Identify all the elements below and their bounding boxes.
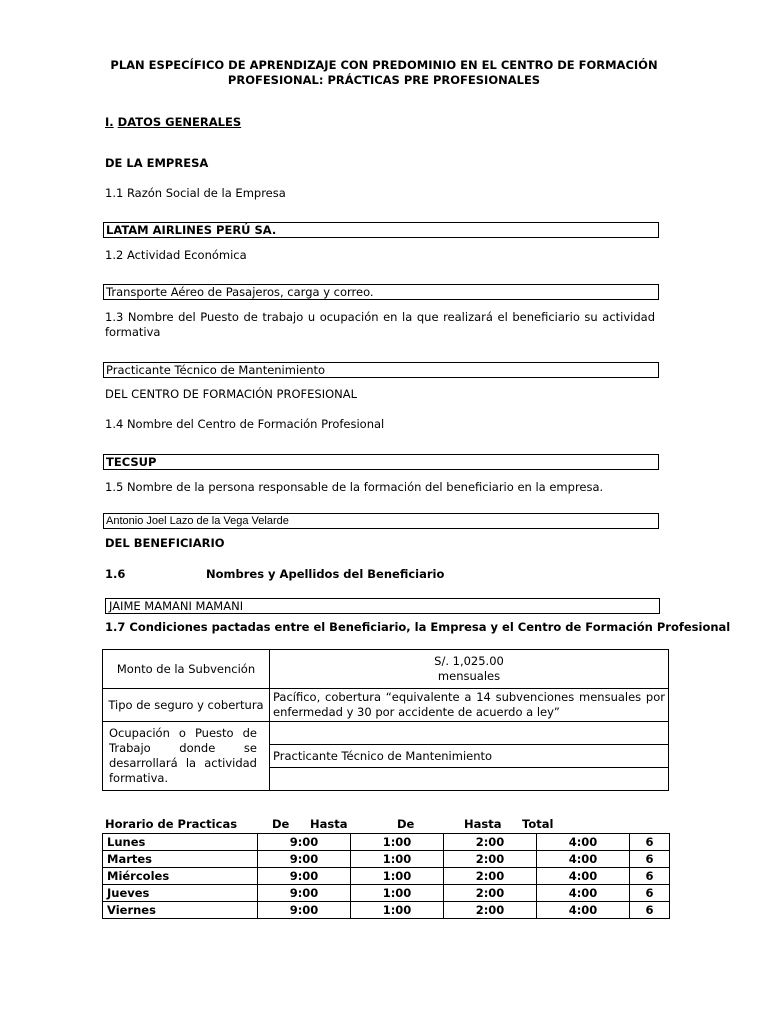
day-cell: Viernes <box>103 902 258 919</box>
monto-period: mensuales <box>437 669 501 683</box>
horario-table <box>102 833 670 919</box>
section-number: I. <box>105 115 114 129</box>
total-cell: 6 <box>630 868 670 885</box>
ocupacion-label: Ocupación o Puesto de Trabajo donde se desarrollará la actividad formativa. <box>103 722 270 791</box>
seguro-label: Tipo de seguro y cobertura <box>103 689 270 722</box>
time-cell: 4:00 <box>537 851 630 868</box>
time-cell: 1:00 <box>351 868 444 885</box>
time-cell: 1:00 <box>351 851 444 868</box>
time-cell: 1:00 <box>351 902 444 919</box>
total-cell: 6 <box>630 902 670 919</box>
ocupacion-blank-top <box>270 722 669 745</box>
day-cell: Lunes <box>103 834 258 851</box>
razon-social-label: 1.1 Razón Social de la Empresa <box>105 186 286 200</box>
centro-heading: DEL CENTRO DE FORMACIÓN PROFESIONAL <box>105 387 358 401</box>
razon-social-value: LATAM AIRLINES PERÚ SA. <box>103 222 659 238</box>
time-cell: 9:00 <box>258 851 351 868</box>
document-title <box>100 58 668 88</box>
time-cell: 4:00 <box>537 902 630 919</box>
ocupacion-blank-bottom <box>270 768 669 791</box>
section-heading <box>105 115 241 129</box>
horario-header-de-2: De <box>397 817 415 831</box>
time-cell: 2:00 <box>444 834 537 851</box>
total-cell: 6 <box>630 885 670 902</box>
horario-header-label: Horario de Practicas <box>105 817 238 831</box>
total-cell: 6 <box>630 851 670 868</box>
table-row <box>103 650 669 689</box>
horario-header-hasta-1: Hasta <box>310 817 348 831</box>
day-cell: Jueves <box>103 885 258 902</box>
title-line-1: PLAN ESPECÍFICO DE APRENDIZAJE CON PREDOMINIO EN EL CENTRO DE FORMACIÓN <box>110 58 658 72</box>
puesto-value: Practicante Técnico de Mantenimiento <box>103 362 659 378</box>
beneficiario-value: JAIME MAMANI MAMANI <box>105 598 660 614</box>
seguro-value-line-2: enfermedad y 30 por accidente de acuerdo a ley” <box>273 705 560 719</box>
time-cell: 4:00 <box>537 868 630 885</box>
time-cell: 9:00 <box>258 834 351 851</box>
table-row <box>103 834 670 851</box>
time-cell: 1:00 <box>351 834 444 851</box>
table-row <box>103 689 669 722</box>
time-cell: 2:00 <box>444 851 537 868</box>
seguro-value-line-1: Pacífico, cobertura “equivalente a 14 subvenciones mensuales por <box>273 690 665 704</box>
puesto-label <box>105 310 655 340</box>
seguro-value <box>270 689 669 722</box>
table-row <box>103 722 669 745</box>
time-cell: 2:00 <box>444 885 537 902</box>
table-row <box>103 902 670 919</box>
monto-label: Monto de la Subvención <box>103 650 270 689</box>
empresa-heading: DE LA EMPRESA <box>105 156 209 170</box>
time-cell: 9:00 <box>258 885 351 902</box>
time-cell: 4:00 <box>537 885 630 902</box>
responsable-value: Antonio Joel Lazo de la Vega Velarde <box>103 513 659 529</box>
centro-nombre-value: TECSUP <box>103 454 659 470</box>
ocupacion-value: Practicante Técnico de Mantenimiento <box>270 745 669 768</box>
puesto-label-line-2: formativa <box>105 325 161 339</box>
monto-amount: S/. 1,025.00 <box>434 654 504 668</box>
horario-header-de-1: De <box>272 817 290 831</box>
time-cell: 9:00 <box>258 868 351 885</box>
time-cell: 2:00 <box>444 902 537 919</box>
table-row <box>103 885 670 902</box>
section-title: DATOS GENERALES <box>117 115 242 129</box>
table-row <box>103 868 670 885</box>
horario-header-hasta-2: Hasta <box>464 817 502 831</box>
puesto-label-line-1: 1.3 Nombre del Puesto de trabajo u ocupación en la que realizará el beneficiario su actividad <box>105 310 655 324</box>
beneficiario-label: Nombres y Apellidos del Beneficiario <box>206 567 445 581</box>
time-cell: 1:00 <box>351 885 444 902</box>
table-row <box>103 851 670 868</box>
actividad-value: Transporte Aéreo de Pasajeros, carga y correo. <box>103 284 659 300</box>
total-cell: 6 <box>630 834 670 851</box>
beneficiario-number: 1.6 <box>105 567 126 581</box>
condiciones-table <box>102 649 669 791</box>
actividad-label: 1.2 Actividad Económica <box>105 248 247 262</box>
horario-header-total: Total <box>522 817 554 831</box>
centro-nombre-label: 1.4 Nombre del Centro de Formación Profesional <box>105 417 385 431</box>
time-cell: 4:00 <box>537 834 630 851</box>
title-line-2: PROFESIONAL: PRÁCTICAS PRE PROFESIONALES <box>227 73 541 87</box>
responsable-label: 1.5 Nombre de la persona responsable de la formación del beneficiario en la empresa. <box>105 480 604 494</box>
time-cell: 9:00 <box>258 902 351 919</box>
day-cell: Martes <box>103 851 258 868</box>
condiciones-label: 1.7 Condiciones pactadas entre el Beneficiario, la Empresa y el Centro de Formación Profesional <box>105 620 731 634</box>
time-cell: 2:00 <box>444 868 537 885</box>
day-cell: Miércoles <box>103 868 258 885</box>
monto-value <box>270 650 669 689</box>
beneficiario-heading: DEL BENEFICIARIO <box>105 536 225 550</box>
